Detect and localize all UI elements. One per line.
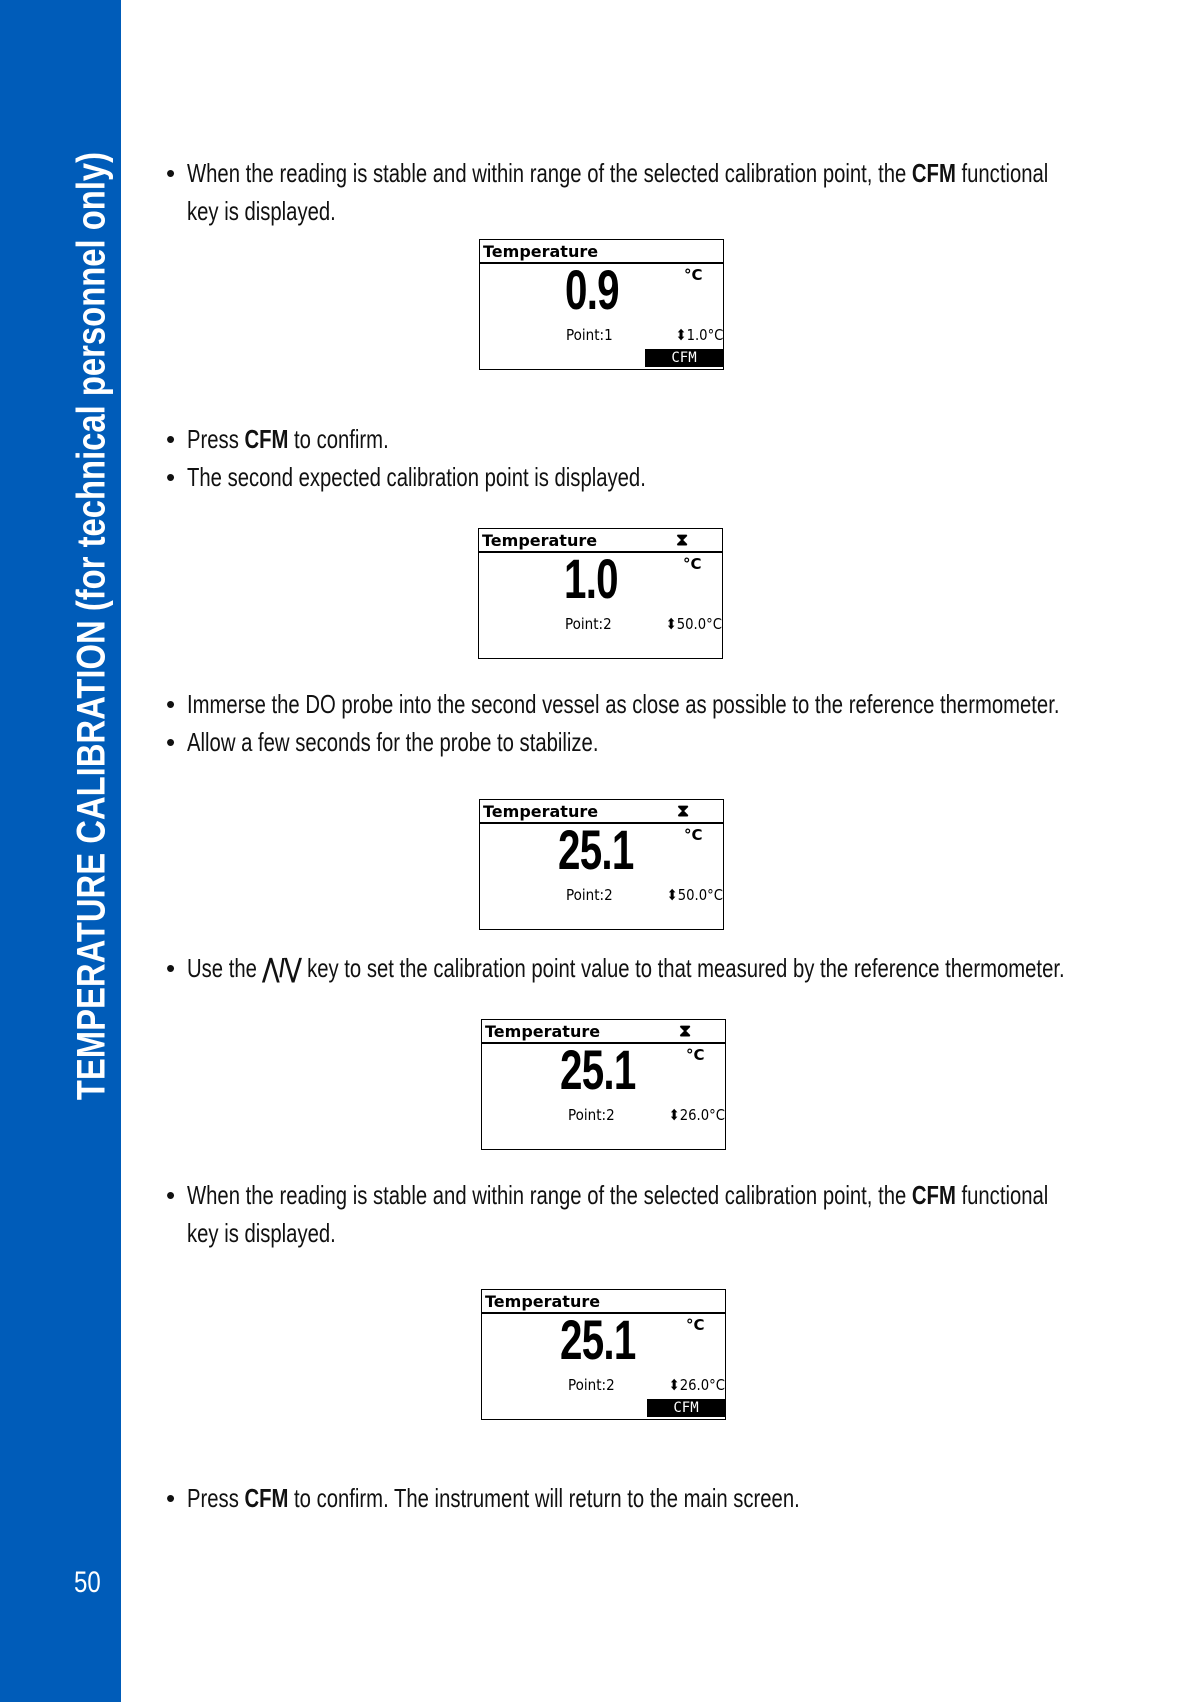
- cfm-key[interactable]: CFM: [645, 349, 723, 367]
- unit: °C: [686, 1316, 705, 1334]
- screen-title: Temperature: [483, 242, 599, 261]
- step-6: [166, 1483, 1166, 1521]
- lcd-screen-1: [479, 239, 724, 370]
- bullet: •: [166, 1180, 176, 1210]
- step-2: [166, 424, 1166, 500]
- hourglass-icon: ⧗: [677, 801, 689, 820]
- point-label: Point:2: [568, 1376, 615, 1394]
- unit: °C: [686, 1046, 705, 1064]
- unit: °C: [684, 266, 703, 284]
- step-text-cont: key is displayed.: [187, 196, 336, 226]
- step-text: Press CFM to confirm. The instrument will return to the main screen.: [187, 1483, 800, 1513]
- bullet: •: [166, 727, 176, 757]
- step-5: [166, 1180, 1166, 1256]
- section-title: TEMPERATURE CALIBRATION (for technical personnel only): [69, 151, 114, 1101]
- reading: 25.1: [560, 1308, 636, 1371]
- page-number: 50: [74, 1566, 101, 1599]
- up-down-arrow-icon: ⋀/⋁: [262, 953, 302, 983]
- step-text: Use the ⋀/⋁ key to set the calibration point value to that measured by the reference thermometer.: [187, 953, 1065, 983]
- reading: 1.0: [564, 547, 618, 610]
- screen-title: Temperature: [482, 531, 598, 550]
- step-text: When the reading is stable and within range of the selected calibration point, the CFM functional: [187, 158, 1049, 188]
- step-1: [166, 158, 1166, 234]
- screen-title: Temperature: [485, 1292, 601, 1311]
- lcd-screen-4: [481, 1019, 726, 1150]
- point-label: Point:1: [566, 326, 613, 344]
- reading: 25.1: [560, 1038, 636, 1101]
- step-text: The second expected calibration point is displayed.: [187, 462, 646, 492]
- step-text: When the reading is stable and within range of the selected calibration point, the CFM functional: [187, 1180, 1049, 1210]
- step-text-cont: key is displayed.: [187, 1218, 336, 1248]
- hourglass-icon: ⧗: [679, 1021, 691, 1040]
- lcd-screen-5: [481, 1289, 726, 1420]
- screen-title: Temperature: [485, 1022, 601, 1041]
- step-text: Allow a few seconds for the probe to stabilize.: [187, 727, 599, 757]
- cfm-key[interactable]: CFM: [647, 1399, 725, 1417]
- step-3: [166, 689, 1166, 765]
- reading: 0.9: [565, 258, 619, 321]
- screen-title: Temperature: [483, 802, 599, 821]
- bullet: •: [166, 462, 176, 492]
- step-4: [166, 953, 1166, 991]
- lcd-screen-2: [478, 528, 723, 659]
- setpoint-value: ⬍1.0°C: [675, 326, 723, 344]
- setpoint-value: ⬍50.0°C: [666, 886, 723, 904]
- step-text: Press CFM to confirm.: [187, 424, 389, 454]
- point-label: Point:2: [566, 886, 613, 904]
- unit: °C: [684, 826, 703, 844]
- bullet: •: [166, 1483, 176, 1513]
- point-label: Point:2: [565, 615, 612, 633]
- bullet: •: [166, 424, 176, 454]
- bullet: •: [166, 953, 176, 983]
- setpoint-value: ⬍50.0°C: [665, 615, 722, 633]
- lcd-screen-3: [479, 799, 724, 930]
- reading: 25.1: [558, 818, 634, 881]
- setpoint-value: ⬍26.0°C: [668, 1106, 725, 1124]
- hourglass-icon: ⧗: [676, 530, 688, 549]
- point-label: Point:2: [568, 1106, 615, 1124]
- bullet: •: [166, 689, 176, 719]
- sidebar: [0, 0, 121, 1702]
- setpoint-value: ⬍26.0°C: [668, 1376, 725, 1394]
- unit: °C: [683, 555, 702, 573]
- bullet: •: [166, 158, 176, 188]
- step-text: Immerse the DO probe into the second vessel as close as possible to the reference thermometer.: [187, 689, 1060, 719]
